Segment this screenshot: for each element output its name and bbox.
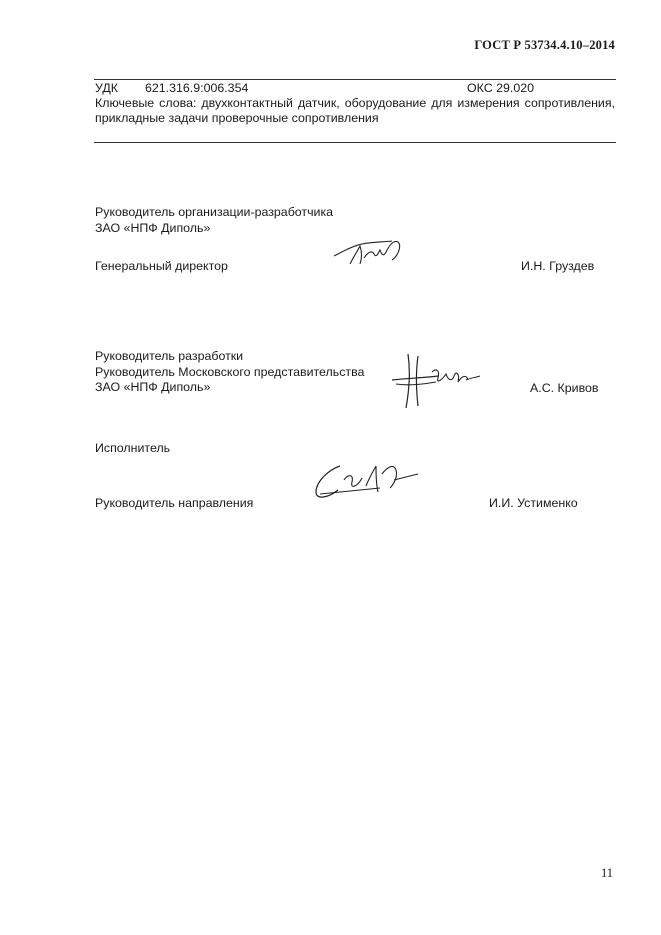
udk-code: 621.316.9:006.354 [145,81,249,95]
top-divider [94,79,616,80]
developer-org-name: ЗАО «НПФ Диполь» [95,221,211,235]
keywords: Ключевые слова: двухконтактный датчик, оборудование для измерения сопротивления, прикладные задачи проверочные сопротивления [95,96,615,125]
ustimenko-signature [310,456,420,504]
standard-designation: ГОСТ Р 53734.4.10–2014 [474,38,615,52]
executor-position: Руководитель направления [95,496,254,510]
developer-org-signatory: И.Н. Груздев [521,259,595,273]
executor-signatory: И.И. Устименко [489,496,578,510]
udk-label: УДК [95,81,118,95]
page-number: 11 [600,866,613,880]
krivov-signature [388,350,484,412]
executor-title: Исполнитель [95,441,171,455]
development-head-signatory: А.С. Кривов [530,381,599,395]
developer-org-title: Руководитель организации-разработчика [95,205,334,219]
developer-org-position: Генеральный директор [95,259,228,273]
development-head-org: ЗАО «НПФ Диполь» [95,380,211,394]
gruzdev-signature [332,234,412,270]
development-head-title: Руководитель разработки [95,349,244,363]
oks-code: ОКС 29.020 [467,81,535,95]
development-head-position: Руководитель Московского представительства [95,365,365,379]
bottom-divider [94,142,616,143]
